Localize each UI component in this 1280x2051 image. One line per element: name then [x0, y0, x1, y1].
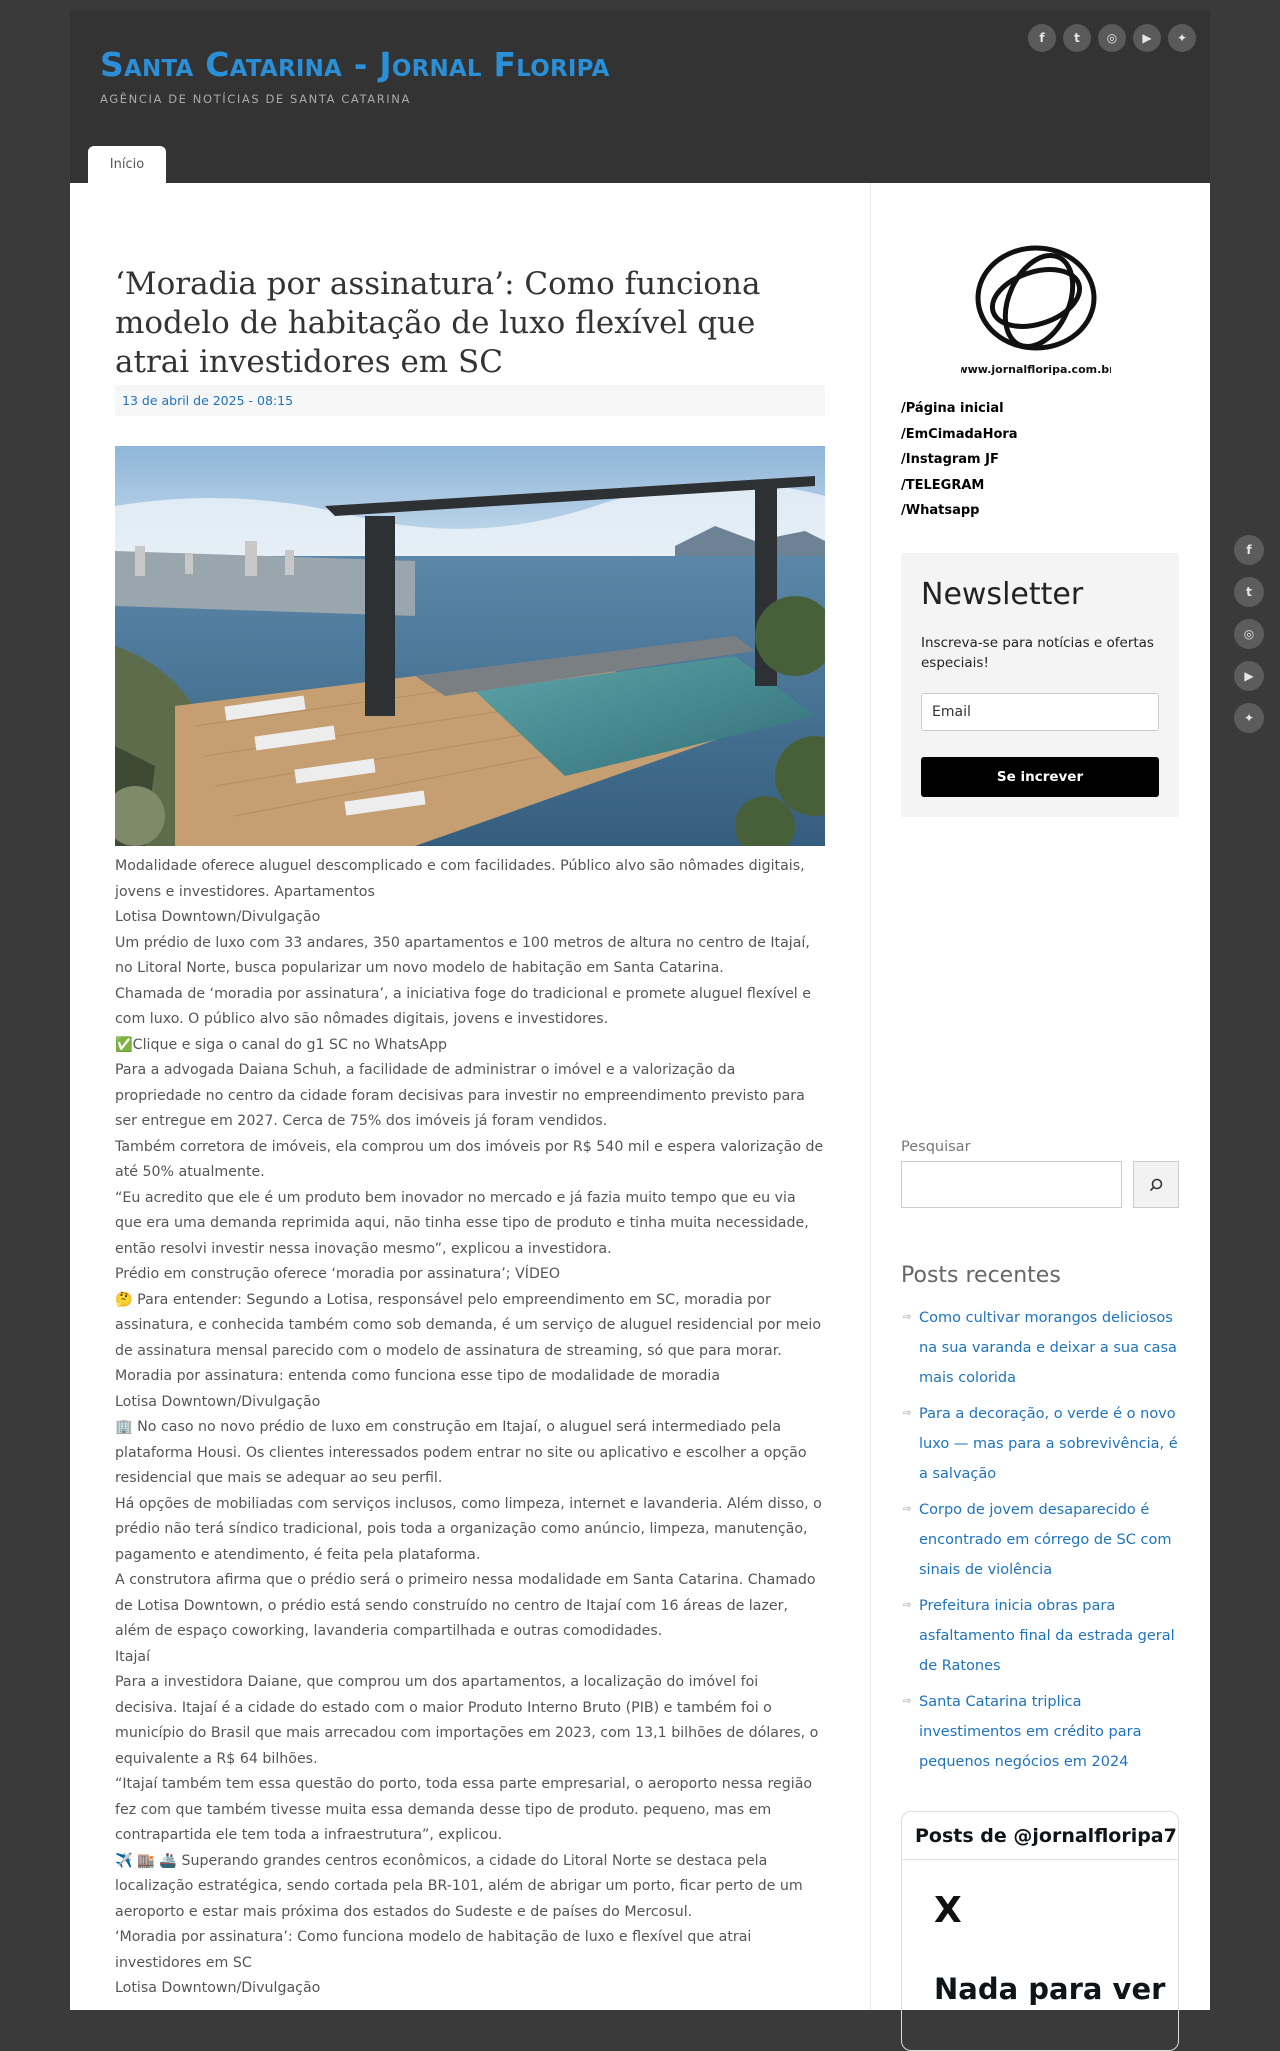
article-paragraph: ‘Moradia por assinatura’: Como funciona modelo de habitação de luxo e flexível que atrai investidores em SC [115, 1929, 752, 1971]
article-paragraph: Modalidade oferece aluguel descomplicado e com facilidades. Público alvo são nômades digitais, jovens e investidores. Apartamentos [115, 858, 805, 900]
page-wrapper [70, 10, 1210, 2010]
article-paragraph: ✅Clique e siga o canal do g1 SC no WhatsApp [115, 1036, 448, 1053]
recent-post-link[interactable]: Santa Catarina triplica investimentos em crédito para pequenos negócios em 2024 [919, 1694, 1142, 1770]
article-paragraph: A construtora afirma que o prédio será o primeiro nessa modalidade em Santa Catarina. Chamado de Lotisa Downtown, o prédio está sendo construído no centro de Itajaí com 16 áreas de lazer, além de espaço coworking, lavanderia compartilhada e outras comodidades. [115, 1572, 816, 1639]
site-description: AGÊNCIA DE NOTÍCIAS DE SANTA CATARINA [100, 92, 411, 106]
article-paragraph: Chamada de ‘moradia por assinatura’, a iniciativa foge do tradicional e promete aluguel flexível e com luxo. O público alvo são nômades digitais, jovens e investidores. [115, 985, 811, 1027]
instagram-icon[interactable]: ◎ [1098, 24, 1126, 52]
search-icon [1148, 1177, 1164, 1193]
recent-post-link[interactable]: Prefeitura inicia obras para asfaltamento final da estrada geral de Ratones [919, 1598, 1175, 1674]
site-header [70, 10, 1210, 183]
twitter-icon[interactable]: t [1063, 24, 1091, 52]
article-paragraph: Para a investidora Daiane, que comprou um dos apartamentos, a localização do imóvel foi decisiva. Itajaí é a cidade do estado com o maior Produto Interno Bruto (PIB) e também foi o município do Brasil que mais arrecadou com importações em 2023, com 13,1 bilhões de dólares, o equivalente a R$ 64 bilhões. [115, 1674, 819, 1767]
bullet-icon: ⇨ [903, 1696, 912, 1707]
newsletter-title: Newsletter [921, 577, 1084, 612]
link-whatsapp[interactable]: /Whatsapp [901, 503, 980, 518]
article-paragraph: Para a advogada Daiana Schuh, a facilidade de administrar o imóvel e a valorização da propriedade no centro da cidade foram decisivas para investir no empreendimento previsto para ser entregue em 2027. Cerca de 75% dos imóveis já foram vendidos. [115, 1062, 805, 1129]
quick-links [901, 396, 1018, 524]
recent-post-link[interactable]: Corpo de jovem desaparecido é encontrado em córrego de SC com sinais de violência [919, 1502, 1172, 1578]
x-empty-message: Nada para ver [934, 1972, 1166, 2006]
featured-image [115, 446, 825, 846]
site-title[interactable]: Santa Catarina - Jornal Floripa [100, 45, 610, 84]
recent-post-link[interactable]: Para a decoração, o verde é o novo luxo — mas para a sobrevivência, é a salvação [919, 1406, 1178, 1482]
article-paragraph: Lotisa Downtown/Divulgação [115, 1980, 321, 1996]
bullet-icon: ⇨ [903, 1408, 912, 1419]
link-telegram[interactable]: /TELEGRAM [901, 477, 985, 493]
link-pagina-inicial[interactable]: /Página inicial [901, 401, 1004, 416]
article [115, 183, 825, 2002]
article-paragraph: “Itajaí também tem essa questão do porto, toda essa parte empresarial, o aeroporto nessa região fez com que também tivesse muita essa demanda desse tipo de produto. pequeno, mas em contrapartida ele tem toda a infraestrutura”, explicou. [115, 1776, 813, 1843]
main-content [70, 183, 871, 2010]
article-paragraph: Moradia por assinatura: entenda como funciona esse tipo de modalidade de moradia [115, 1368, 721, 1384]
recent-post-item[interactable] [901, 1399, 1179, 1489]
article-paragraph: Prédio em construção oferece ‘moradia por assinatura’; VÍDEO [115, 1266, 561, 1282]
article-paragraph: ✈️ 🏬 🚢 Superando grandes centros econômicos, a cidade do Litoral Norte se destaca pela localização estratégica, sendo cortada pela BR-101, além de abrigar um porto, ficar perto de um aeroporto e estar mais próxima dos estados do Sudeste e de países do Mercosul. [115, 1852, 803, 1920]
newsletter-box [901, 553, 1179, 817]
youtube-icon[interactable]: ▶ [1234, 661, 1264, 691]
recent-post-link[interactable]: Como cultivar morangos deliciosos na sua varanda e deixar a sua casa mais colorida [919, 1310, 1177, 1386]
post-title: ‘Moradia por assinatura’: Como funciona modelo de habitação de luxo flexível que atrai investidores em SC [115, 266, 761, 380]
article-paragraph: 🏢 No caso no novo prédio de luxo em construção em Itajaí, o aluguel será intermediado pela plataforma Housi. Os clientes interessados podem entrar no site ou aplicativo e escolher a opção residencial que mais se adequar ao seu perfil. [115, 1419, 807, 1486]
link-emcimadahora[interactable]: /EmCimadaHora [901, 426, 1018, 442]
article-body [115, 854, 825, 2002]
newsletter-text: Inscreva-se para notícias e ofertas especiais! [921, 635, 1154, 671]
article-paragraph: Um prédio de luxo com 33 andares, 350 apartamentos e 100 metros de altura no centro de Itajaí, no Litoral Norte, busca popularizar um novo modelo de habitação em Santa Catarina. [115, 934, 810, 976]
bullet-icon: ⇨ [903, 1312, 912, 1323]
x-logo-icon: X [934, 1890, 962, 1931]
x-timeline-embed [901, 1811, 1179, 2051]
bullet-icon: ⇨ [903, 1504, 912, 1515]
post-date[interactable]: 13 de abril de 2025 - 08:15 [115, 385, 825, 416]
article-paragraph: “Eu acredito que ele é um produto bem inovador no mercado e já fazia muito tempo que eu via que era uma demanda reprimida aqui, não tinha esse tipo de produto e tinha muita necessidade, então resolvi investir nessa inovação mesmo”, explicou a investidora. [115, 1189, 809, 1257]
article-paragraph: Itajaí [115, 1648, 151, 1665]
facebook-icon[interactable]: f [1028, 24, 1056, 52]
twitter-icon[interactable]: t [1234, 577, 1264, 607]
site-logo[interactable] [961, 243, 1111, 383]
myspace-icon[interactable]: ✦ [1234, 703, 1264, 733]
recent-posts-list [901, 1303, 1179, 1783]
search-input[interactable] [901, 1161, 1122, 1208]
recent-post-item[interactable] [901, 1303, 1179, 1393]
instagram-icon[interactable]: ◎ [1234, 619, 1264, 649]
email-field[interactable]: Email [921, 693, 1159, 731]
article-paragraph: Lotisa Downtown/Divulgação [115, 1393, 321, 1410]
search-label: Pesquisar [901, 1139, 971, 1155]
nav-home-tab[interactable]: Início [88, 146, 166, 183]
article-paragraph: Também corretora de imóveis, ela comprou um dos imóveis por R$ 540 mil e espera valorização de até 50% atualmente. [115, 1138, 824, 1180]
article-paragraph: 🤔 Para entender: Segundo a Lotisa, responsável pelo empreendimento em SC, moradia por assinatura, e conhecida também como sob demanda, é um serviço de aluguel residencial por meio de assinatura mensal parecido com o modelo de assinatura de streaming, só que para morar. [115, 1291, 822, 1359]
link-instagram-jf[interactable]: /Instagram JF [901, 452, 999, 467]
article-paragraph: Lotisa Downtown/Divulgação [115, 909, 321, 925]
recent-posts-title: Posts recentes [901, 1263, 1061, 1288]
recent-post-item[interactable] [901, 1687, 1179, 1777]
social-links-floating [1234, 535, 1264, 733]
recent-post-item[interactable] [901, 1495, 1179, 1585]
myspace-icon[interactable]: ✦ [1168, 24, 1196, 52]
search-button[interactable] [1133, 1161, 1179, 1208]
logo-url: www.jornalfloripa.com.br [961, 363, 1111, 376]
youtube-icon[interactable]: ▶ [1133, 24, 1161, 52]
facebook-icon[interactable]: f [1234, 535, 1264, 565]
recent-post-item[interactable] [901, 1591, 1179, 1681]
x-embed-title[interactable]: Posts de @jornalfloripa7 [902, 1812, 1178, 1860]
article-paragraph: Há opções de mobiliadas com serviços inclusos, como limpeza, internet e lavanderia. Além disso, o prédio não terá síndico tradicional, pois toda a organização como anúncio, limpeza, manutenção, pagamento e atendimento, é feita pela plataforma. [115, 1495, 822, 1563]
social-links-header [1028, 24, 1196, 52]
bullet-icon: ⇨ [903, 1600, 912, 1611]
subscribe-button[interactable]: Se increver [921, 757, 1159, 797]
